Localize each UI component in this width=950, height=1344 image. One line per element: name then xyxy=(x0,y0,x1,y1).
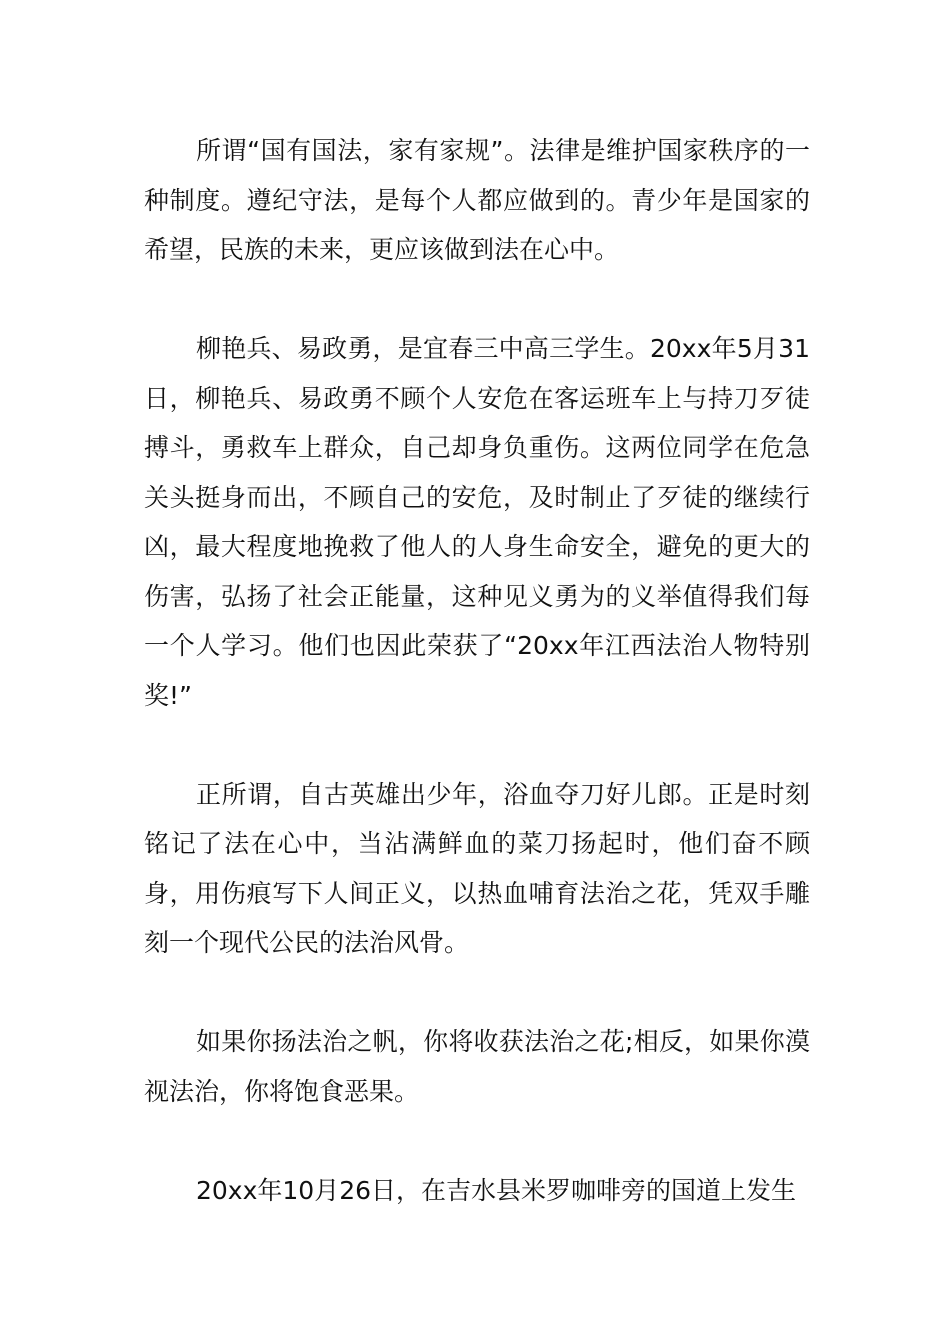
paragraph-3: 正所谓，自古英雄出少年，浴血夺刀好儿郎。正是时刻铭记了法在心中，当沾满鲜血的菜刀扬起时，他们奋不顾身，用伤痕写下人间正义，以热血哺育法治之花，凭双手雕刻一个现代公民的法治风骨。 xyxy=(144,779,810,957)
document-body xyxy=(144,126,810,1265)
paragraph-4: 如果你扬法治之帆，你将收获法治之花;相反，如果你漠视法治，你将饱食恶果。 xyxy=(144,1027,810,1106)
paragraph-5: 20xx年10月26日，在吉水县米罗咖啡旁的国道上发生 xyxy=(196,1175,797,1205)
paragraph-1: 所谓“国有国法，家有家规”。法律是维护国家秩序的一种制度。遵纪守法，是每个人都应做到的。青少年是国家的希望，民族的未来，更应该做到法在心中。 xyxy=(144,136,810,264)
paragraph-2: 柳艳兵、易政勇，是宜春三中高三学生。20xx年5月31日，柳艳兵、易政勇不顾个人安危在客运班车上与持刀歹徒搏斗，勇救车上群众，自己却身负重伤。这两位同学在危急关头挺身而出，不顾自己的安危，及时制止了歹徒的继续行凶，最大程度地挽救了他人的人身生命安全，避免的更大的伤害，弘扬了社会正能量，这种见义勇为的义举值得我们每一个人学习。他们也因此荣获了“20xx年江西法治人物特别奖!” xyxy=(144,334,810,710)
